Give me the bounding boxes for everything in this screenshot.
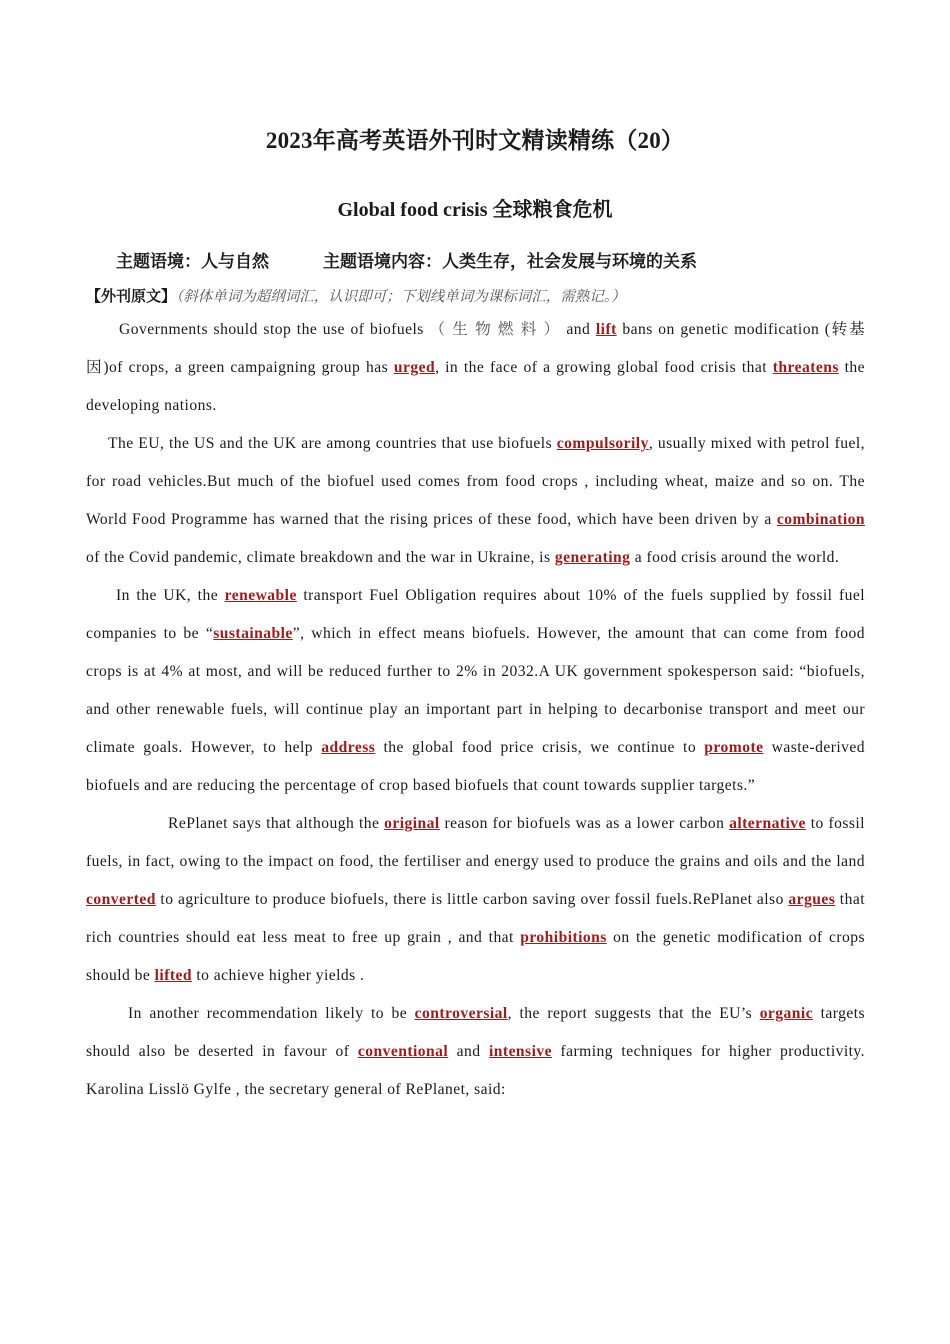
text-run: to fossil fuels, in fact, owing to the impact on food, the fertiliser and energy used to produce the grains and oils and the land xyxy=(86,815,865,870)
text-run: , usually mixed with petrol fuel, for road vehicles.But much of the biofuel used comes from food crops , including wheat, maize and so on. The World Food Programme has warned that the rising prices of these food, which have been driven by a xyxy=(86,435,865,528)
vocab-word: converted xyxy=(86,891,156,908)
article-subtitle: Global food crisis 全球粮食危机 xyxy=(337,199,613,221)
text-run: ”, which in effect means biofuels. However, the amount that can come from food crops is at 4% at most, and will be reduced further to 2% in 2032.A UK government spokesperson said: “biofuels, and other renewable fuels, will continue play an important part in helping to decarbonise transport and meet our climate goals. However, to help xyxy=(86,625,865,756)
vocab-word: compulsorily xyxy=(556,435,649,452)
text-run: farming techniques for higher productivity. Karolina Lisslö Gylfe , the secretary general of RePlanet, said: xyxy=(86,1043,865,1098)
vocab-word: alternative xyxy=(729,815,806,832)
vocab-word: generating xyxy=(554,549,631,566)
text-run: to achieve higher yields . xyxy=(196,967,365,984)
vocab-word: promote xyxy=(704,739,764,756)
text-run: targets should also be deserted in favour of xyxy=(86,1005,865,1060)
text-run: , the report suggests that the EU’s xyxy=(507,1005,753,1022)
vocab-word: intensive xyxy=(489,1043,552,1060)
text-run: Governments should stop the use of biofuels xyxy=(119,321,424,338)
vocab-word: prohibitions xyxy=(520,929,607,946)
vocab-word: sustainable xyxy=(213,625,293,642)
text-run: In another recommendation likely to be xyxy=(128,1005,408,1022)
text-run: the developing nations. xyxy=(86,359,865,414)
text-run: bans on genetic modification (转基因)of crops, a green campaigning group has xyxy=(86,321,865,376)
vocab-word: urged xyxy=(393,359,436,376)
vocab-word: controversial xyxy=(414,1005,508,1022)
text-run: RePlanet says that although the xyxy=(168,815,380,832)
vocab-word: organic xyxy=(759,1005,814,1022)
paragraph-2 xyxy=(86,425,865,577)
text-run: In the UK, the xyxy=(116,587,219,604)
text-run: waste-derived biofuels and are reducing the percentage of crop based biofuels that count towards supplier targets.” xyxy=(86,739,865,794)
vocab-word: conventional xyxy=(357,1043,449,1060)
text-run: the global food price crisis, we continue to xyxy=(383,739,697,756)
text-run: The EU, the US and the UK are among countries that use biofuels xyxy=(108,435,553,452)
vocabulary-hint: （斜体单词为超纲词汇，认识即可；下划线单词为课标词汇，需熟记。） xyxy=(176,289,626,305)
vocab-word: threatens xyxy=(772,359,839,376)
theme-line xyxy=(116,247,697,272)
vocab-word: lift xyxy=(595,321,617,338)
text-run: and xyxy=(456,1043,481,1060)
text-run: to agriculture to produce biofuels, there is little carbon saving over fossil fuels.RePlanet also xyxy=(160,891,784,908)
page-title: 2023年高考英语外刊时文精读精练（20） xyxy=(265,128,685,153)
vocab-word: address xyxy=(321,739,376,756)
vocab-word: renewable xyxy=(224,587,297,604)
text-run: , in the face of a growing global food crisis that xyxy=(435,359,767,376)
vocab-word: original xyxy=(384,815,440,832)
vocab-word: combination xyxy=(776,511,865,528)
paragraph-4 xyxy=(86,805,865,995)
text-run: that rich countries should eat less meat to free up grain , and that xyxy=(86,891,865,946)
text-run: on the genetic modification of crops should be xyxy=(86,929,865,984)
theme-context: 主题语境：人与自然 xyxy=(116,252,269,272)
vocab-word: lifted xyxy=(154,967,192,984)
vocab-word: argues xyxy=(788,891,836,908)
paragraph-3 xyxy=(86,577,865,805)
source-note xyxy=(86,285,626,306)
text-run: of the Covid pandemic, climate breakdown and the war in Ukraine, is xyxy=(86,549,551,566)
text-run: reason for biofuels was as a lower carbon xyxy=(444,815,725,832)
text-run: a food crisis around the world. xyxy=(634,549,840,566)
paragraph-1 xyxy=(86,311,865,425)
source-label: 【外刊原文】 xyxy=(86,287,177,305)
text-run: transport Fuel Obligation requires about 10% of the fuels supplied by fossil fuel companies to be “ xyxy=(86,587,865,642)
article-body xyxy=(86,311,865,1109)
paragraph-5 xyxy=(86,995,865,1109)
theme-content: 主题语境内容：人类生存，社会发展与环境的关系 xyxy=(323,252,697,272)
text-run: and xyxy=(566,321,591,338)
chinese-gloss: （生物燃料） xyxy=(429,321,567,338)
